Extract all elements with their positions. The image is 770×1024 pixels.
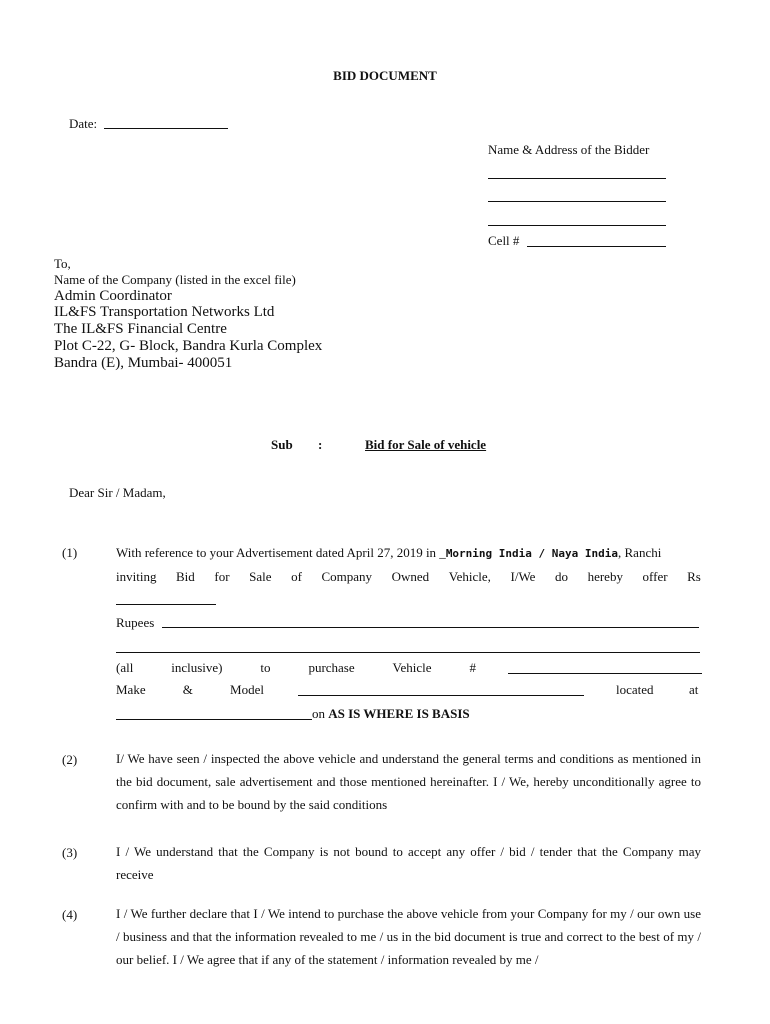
word: Model bbox=[230, 682, 264, 697]
para1-make-model bbox=[116, 682, 264, 698]
word: Rs bbox=[687, 569, 701, 584]
word: # bbox=[469, 660, 476, 675]
para1-basis-line bbox=[312, 706, 470, 722]
para1-line1-pre: With reference to your Advertisement dated April 27, 2019 in _ bbox=[116, 545, 446, 560]
word: inviting bbox=[116, 569, 157, 584]
word: for bbox=[214, 569, 230, 584]
word: Sale bbox=[249, 569, 272, 584]
para1-line1-post: , Ranchi bbox=[618, 545, 662, 560]
bidder-heading: Name & Address of the Bidder bbox=[488, 142, 650, 157]
subject-text: Bid for Sale of vehicle bbox=[365, 437, 487, 452]
rupees-label: Rupees bbox=[116, 615, 155, 630]
vehicle-number-field[interactable] bbox=[508, 673, 702, 674]
address-line: Bandra (E), Mumbai- 400051 bbox=[54, 355, 233, 371]
location-field[interactable] bbox=[116, 719, 312, 720]
word: do bbox=[555, 569, 569, 584]
date-label: Date: bbox=[69, 116, 98, 131]
para1-line1 bbox=[116, 545, 661, 561]
word: of bbox=[291, 569, 302, 584]
bidder-address-line-3[interactable] bbox=[488, 225, 666, 226]
bidder-address-line-2[interactable] bbox=[488, 201, 666, 202]
address-line: Plot C-22, G- Block, Bandra Kurla Complex bbox=[54, 338, 323, 354]
word: offer bbox=[642, 569, 668, 584]
word: to bbox=[260, 660, 271, 675]
cell-label: Cell # bbox=[488, 233, 520, 248]
bidder-address-line-1[interactable] bbox=[488, 178, 666, 179]
newspaper-names: Morning India / Naya India bbox=[445, 547, 618, 560]
para-number: (3) bbox=[62, 845, 78, 860]
para-number: (2) bbox=[62, 752, 78, 767]
company-note: Name of the Company (listed in the excel file) bbox=[54, 272, 296, 287]
word: Make bbox=[116, 682, 146, 697]
word: inclusive) bbox=[171, 660, 223, 675]
subject-label: Sub bbox=[271, 437, 293, 452]
para4-text: I / We further declare that I / We intend to purchase the above vehicle from your Company for my / our own use / business and that the information revealed to me / us in the bid document is true and correct to the best of my / our belief. I / We agree that if any of the statement / information revealed by me / bbox=[116, 906, 701, 967]
para1-line2 bbox=[116, 569, 701, 585]
located-label: located bbox=[616, 682, 654, 697]
basis-text: AS IS WHERE IS BASIS bbox=[328, 706, 470, 721]
offer-amount-field[interactable] bbox=[116, 604, 216, 605]
at-label: at bbox=[689, 682, 699, 697]
on-text: on bbox=[312, 706, 329, 721]
word: & bbox=[182, 682, 193, 697]
word: purchase bbox=[308, 660, 355, 675]
para3-text: I / We understand that the Company is not bound to accept any offer / bid / tender that the Company may receive bbox=[116, 844, 701, 882]
word: Vehicle, bbox=[448, 569, 491, 584]
word: hereby bbox=[587, 569, 623, 584]
para2-text: I/ We have seen / inspected the above vehicle and understand the general terms and conditions as mentioned in the bid document, sale advertisement and those mentioned hereinafter. I / We, hereby unconditionally agree to confirm with and to be bound by the said conditions bbox=[116, 751, 701, 812]
document-title: BID DOCUMENT bbox=[333, 68, 437, 83]
para1-line5 bbox=[116, 660, 476, 676]
salutation: Dear Sir / Madam, bbox=[69, 485, 166, 500]
subject-colon: : bbox=[318, 437, 323, 452]
word: Company bbox=[321, 569, 373, 584]
address-line: Admin Coordinator bbox=[54, 288, 172, 304]
word: (all bbox=[116, 660, 134, 675]
rupees-words-field-2[interactable] bbox=[116, 652, 700, 653]
word: Vehicle bbox=[392, 660, 432, 675]
to-label: To, bbox=[54, 256, 71, 271]
rupees-words-field[interactable] bbox=[162, 627, 699, 628]
make-model-field[interactable] bbox=[298, 695, 584, 696]
word: I/We bbox=[510, 569, 536, 584]
cell-field[interactable] bbox=[527, 246, 666, 247]
date-field[interactable] bbox=[104, 128, 228, 129]
word: Bid bbox=[176, 569, 195, 584]
para-number: (1) bbox=[62, 545, 78, 560]
address-line: The IL&FS Financial Centre bbox=[54, 321, 227, 337]
para-number: (4) bbox=[62, 907, 78, 922]
address-line: IL&FS Transportation Networks Ltd bbox=[54, 304, 275, 320]
word: Owned bbox=[391, 569, 430, 584]
